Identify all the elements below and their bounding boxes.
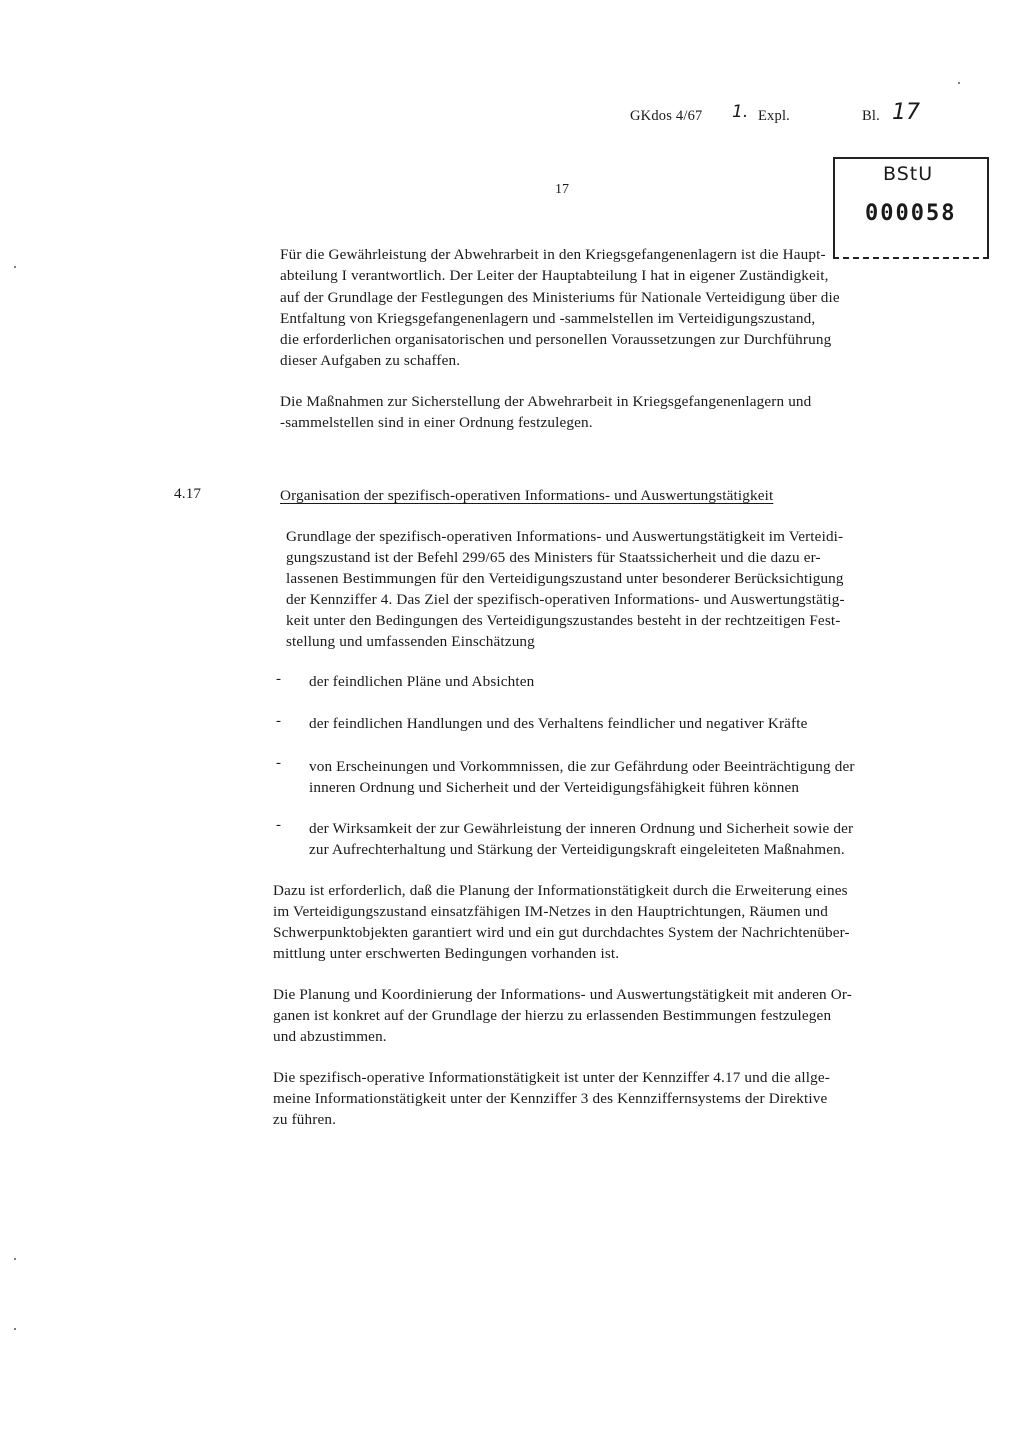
bullet-item: der feindlichen Handlungen und des Verhaltens feindlicher und negativer Kräfte	[309, 715, 808, 732]
para1-line: abteilung I verantwortlich. Der Leiter der Hauptabteilung I hat in eigener Zuständigkeit,	[280, 267, 829, 284]
para1-line: dieser Aufgaben zu schaffen.	[280, 352, 461, 369]
para3-line: Grundlage der spezifisch-operativen Informations- und Auswertungstätigkeit im Verteidi-	[286, 528, 844, 545]
scan-speck	[14, 266, 16, 268]
bullet-dash: -	[276, 713, 281, 729]
stamp-agency: BStU	[883, 163, 934, 185]
bullet-dash: -	[276, 671, 281, 687]
para2-line: -sammelstellen sind in einer Ordnung festzulegen.	[280, 414, 593, 431]
bullet-item: der Wirksamkeit der zur Gewährleistung der inneren Ordnung und Sicherheit sowie der	[309, 820, 854, 837]
para6-line: meine Informationstätigkeit unter der Kennziffer 3 des Kennziffernsystems der Direktive	[273, 1090, 828, 1107]
stamp-dashed-edge	[833, 257, 989, 259]
para5-line: ganen ist konkret auf der Grundlage der hierzu zu erlassenden Bestimmungen festzulegen	[273, 1007, 832, 1024]
para4-line: Dazu ist erforderlich, daß die Planung der Informationstätigkeit durch die Erweiterung eines	[273, 882, 848, 899]
para1-line: Entfaltung von Kriegsgefangenenlagern und -sammelstellen im Verteidigungszustand,	[280, 310, 816, 327]
para4-line: Schwerpunktobjekten garantiert wird und ein gut durchdachtes System der Nachrichtenüber-	[273, 924, 850, 941]
scan-speck	[958, 82, 960, 84]
para1-line: auf der Grundlage der Festlegungen des Ministeriums für Nationale Verteidigung über die	[280, 289, 840, 306]
archive-stamp	[833, 157, 989, 259]
para3-line: stellung und umfassenden Einschätzung	[286, 633, 535, 650]
para3-line: lassenen Bestimmungen für den Verteidigungszustand unter besonderer Berücksichtigung	[286, 570, 844, 587]
para3-line: keit unter den Bedingungen des Verteidigungszustandes besteht in der rechtzeitigen Fest-	[286, 612, 841, 629]
para6-line: zu führen.	[273, 1111, 337, 1128]
sheet-label: Bl.	[862, 108, 880, 124]
para6-line: Die spezifisch-operative Informationstätigkeit ist unter der Kennziffer 4.17 und die allge-	[273, 1069, 830, 1086]
stamp-number: 000058	[865, 201, 957, 226]
scan-speck	[14, 1258, 16, 1260]
section-title: Organisation der spezifisch-operativen Informations- und Auswertungstätigkeit	[280, 487, 774, 504]
para4-line: im Verteidigungszustand einsatzfähigen IM-Netzes in den Hauptrichtungen, Räumen und	[273, 903, 828, 920]
copy-label: Expl.	[758, 108, 791, 124]
bullet-item: der feindlichen Pläne und Absichten	[309, 673, 535, 690]
bullet-item-continuation: zur Aufrechterhaltung und Stärkung der Verteidigungskraft eingeleiteten Maßnahmen.	[309, 841, 845, 858]
para1-line: Für die Gewährleistung der Abwehrarbeit in den Kriegsgefangenenlagern ist die Haupt-	[280, 246, 826, 263]
para4-line: mittlung unter erschwerten Bedingungen vorhanden ist.	[273, 945, 620, 962]
copy-number-handwritten: 1.	[732, 102, 749, 122]
para5-line: und abzustimmen.	[273, 1028, 387, 1045]
sheet-number-handwritten: 17	[892, 100, 920, 125]
bullet-item-continuation: inneren Ordnung und Sicherheit und der Verteidigungsfähigkeit führen können	[309, 779, 800, 796]
bullet-dash: -	[276, 817, 281, 833]
page-number: 17	[555, 182, 569, 197]
para2-line: Die Maßnahmen zur Sicherstellung der Abwehrarbeit in Kriegsgefangenenlagern und	[280, 393, 812, 410]
section-number: 4.17	[174, 485, 202, 502]
document-code: GKdos 4/67	[630, 108, 703, 124]
scan-speck	[14, 1328, 16, 1330]
para5-line: Die Planung und Koordinierung der Informations- und Auswertungstätigkeit mit anderen Or-	[273, 986, 852, 1003]
para1-line: die erforderlichen organisatorischen und personellen Voraussetzungen zur Durchführung	[280, 331, 832, 348]
bullet-item: von Erscheinungen und Vorkommnissen, die zur Gefährdung oder Beeinträchtigung der	[309, 758, 855, 775]
para3-line: der Kennziffer 4. Das Ziel der spezifisch-operativen Informations- und Auswertungstätig-	[286, 591, 845, 608]
bullet-dash: -	[276, 755, 281, 771]
para3-line: gungszustand ist der Befehl 299/65 des Ministers für Staatssicherheit und die dazu er-	[286, 549, 821, 566]
